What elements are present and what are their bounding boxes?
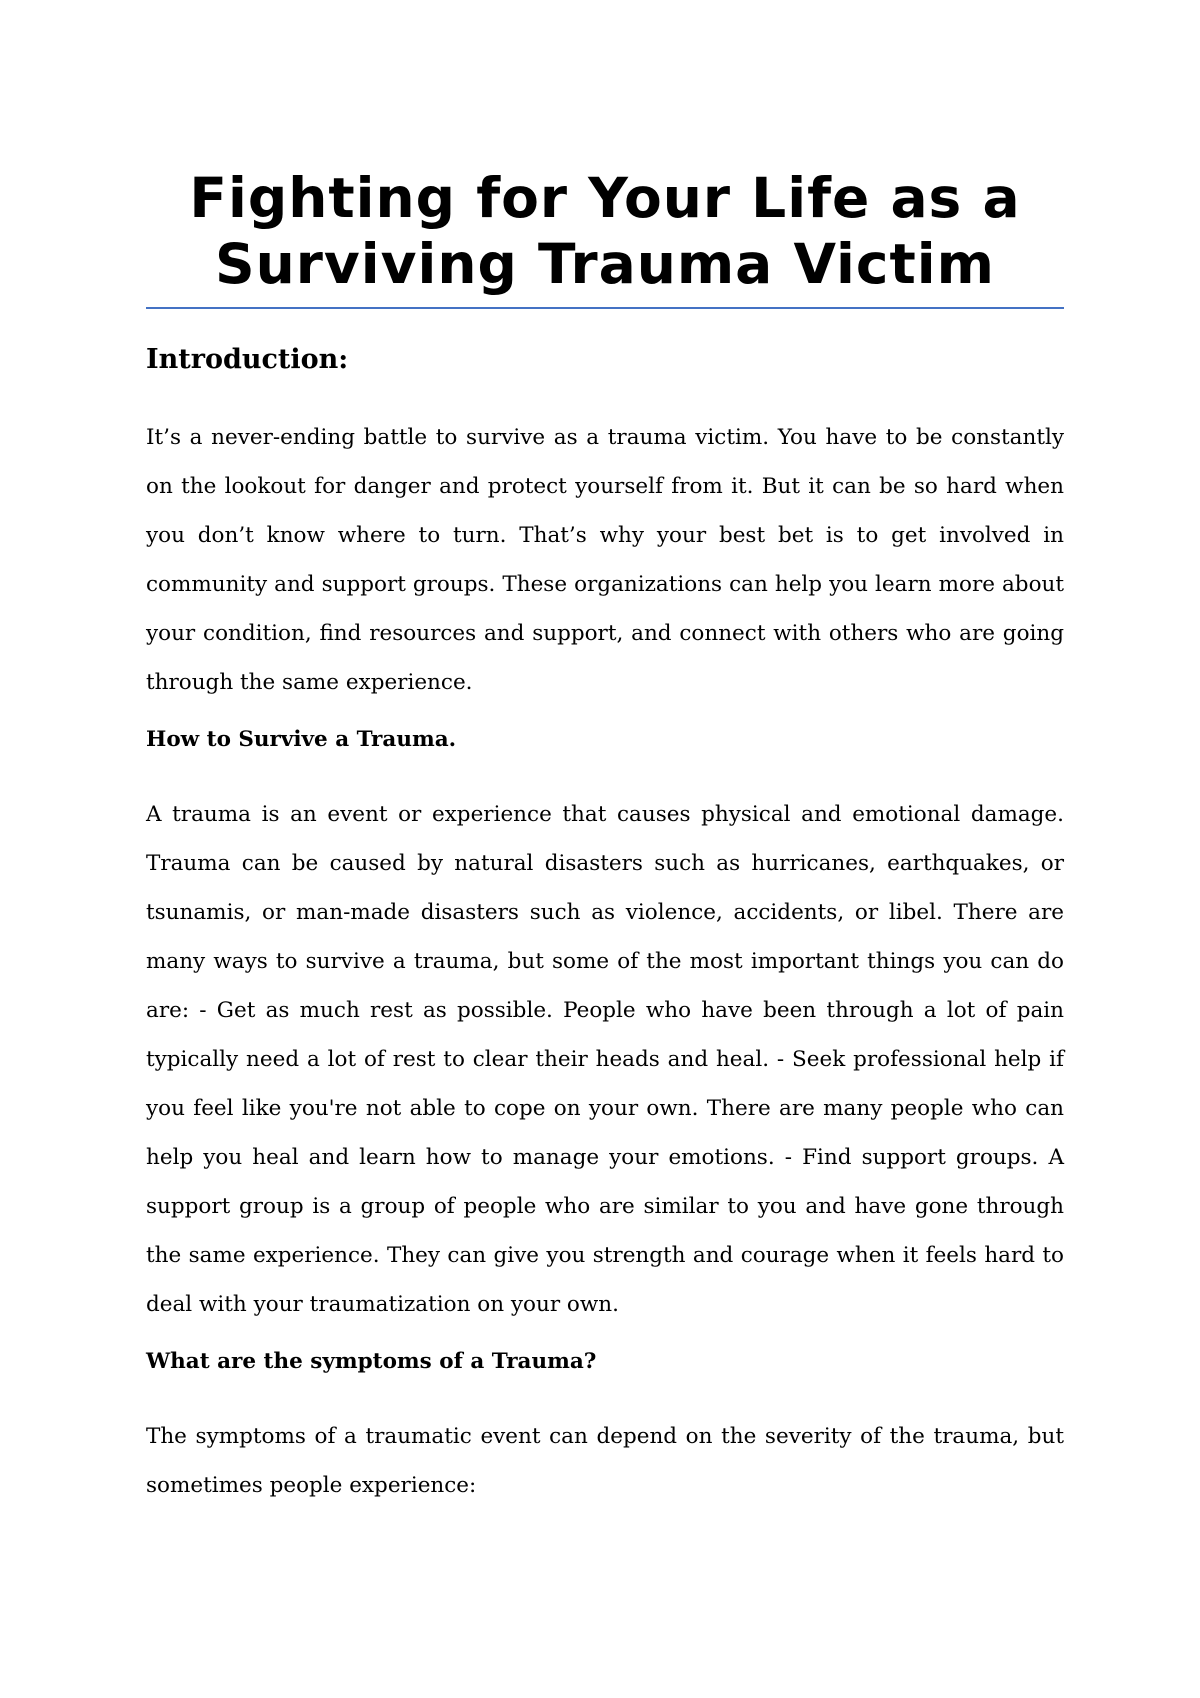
intro-heading-colon: : xyxy=(338,344,349,375)
survive-paragraph: A trauma is an event or experience that causes physical and emotional damage. Trauma can be caused by natural disasters such as hurricanes, earthquakes, or tsunamis, or man-made disasters such as violence, accidents, or libel. There are many ways to survive a trauma, but some of the most important things you can do are: - Get as much rest as possible. People who have been through a lot of pain typically need a lot of rest to clear their heads and heal. - Seek professional help if you feel like you're not able to cope on your own. There are many people who can help you heal and learn how to manage your emotions. - Find support groups. A support group is a group of people who are similar to you and have gone through the same experience. They can give you strength and courage when it feels hard to deal with your traumatization on your own. xyxy=(146,802,1064,1317)
title-line-1: Fighting for Your Life as a xyxy=(189,166,1021,230)
intro-paragraph: It’s a never-ending battle to survive as a trauma victim. You have to be constantly on the lookout for danger and protect yourself from it. But it can be so hard when you don’t know where to turn. That’s why your best bet is to get involved in community and support groups. These organizations can help you learn more about your condition, find resources and support, and connect with others who are going through the same experience. xyxy=(146,425,1064,695)
intro-heading-label: Introduction xyxy=(146,344,339,375)
intro-heading xyxy=(146,343,1064,377)
title-line-2: Surviving Trauma Victim xyxy=(215,232,995,296)
title-underline xyxy=(146,307,1064,309)
symptoms-paragraph: The symptoms of a traumatic event can depend on the severity of the trauma, but sometimes people experience: xyxy=(146,1424,1064,1498)
document-page xyxy=(146,165,1064,1510)
section-heading-survive: How to Survive a Trauma. xyxy=(146,727,457,752)
section-heading-symptoms: What are the symptoms of a Trauma? xyxy=(146,1349,597,1374)
document-title xyxy=(146,165,1064,297)
